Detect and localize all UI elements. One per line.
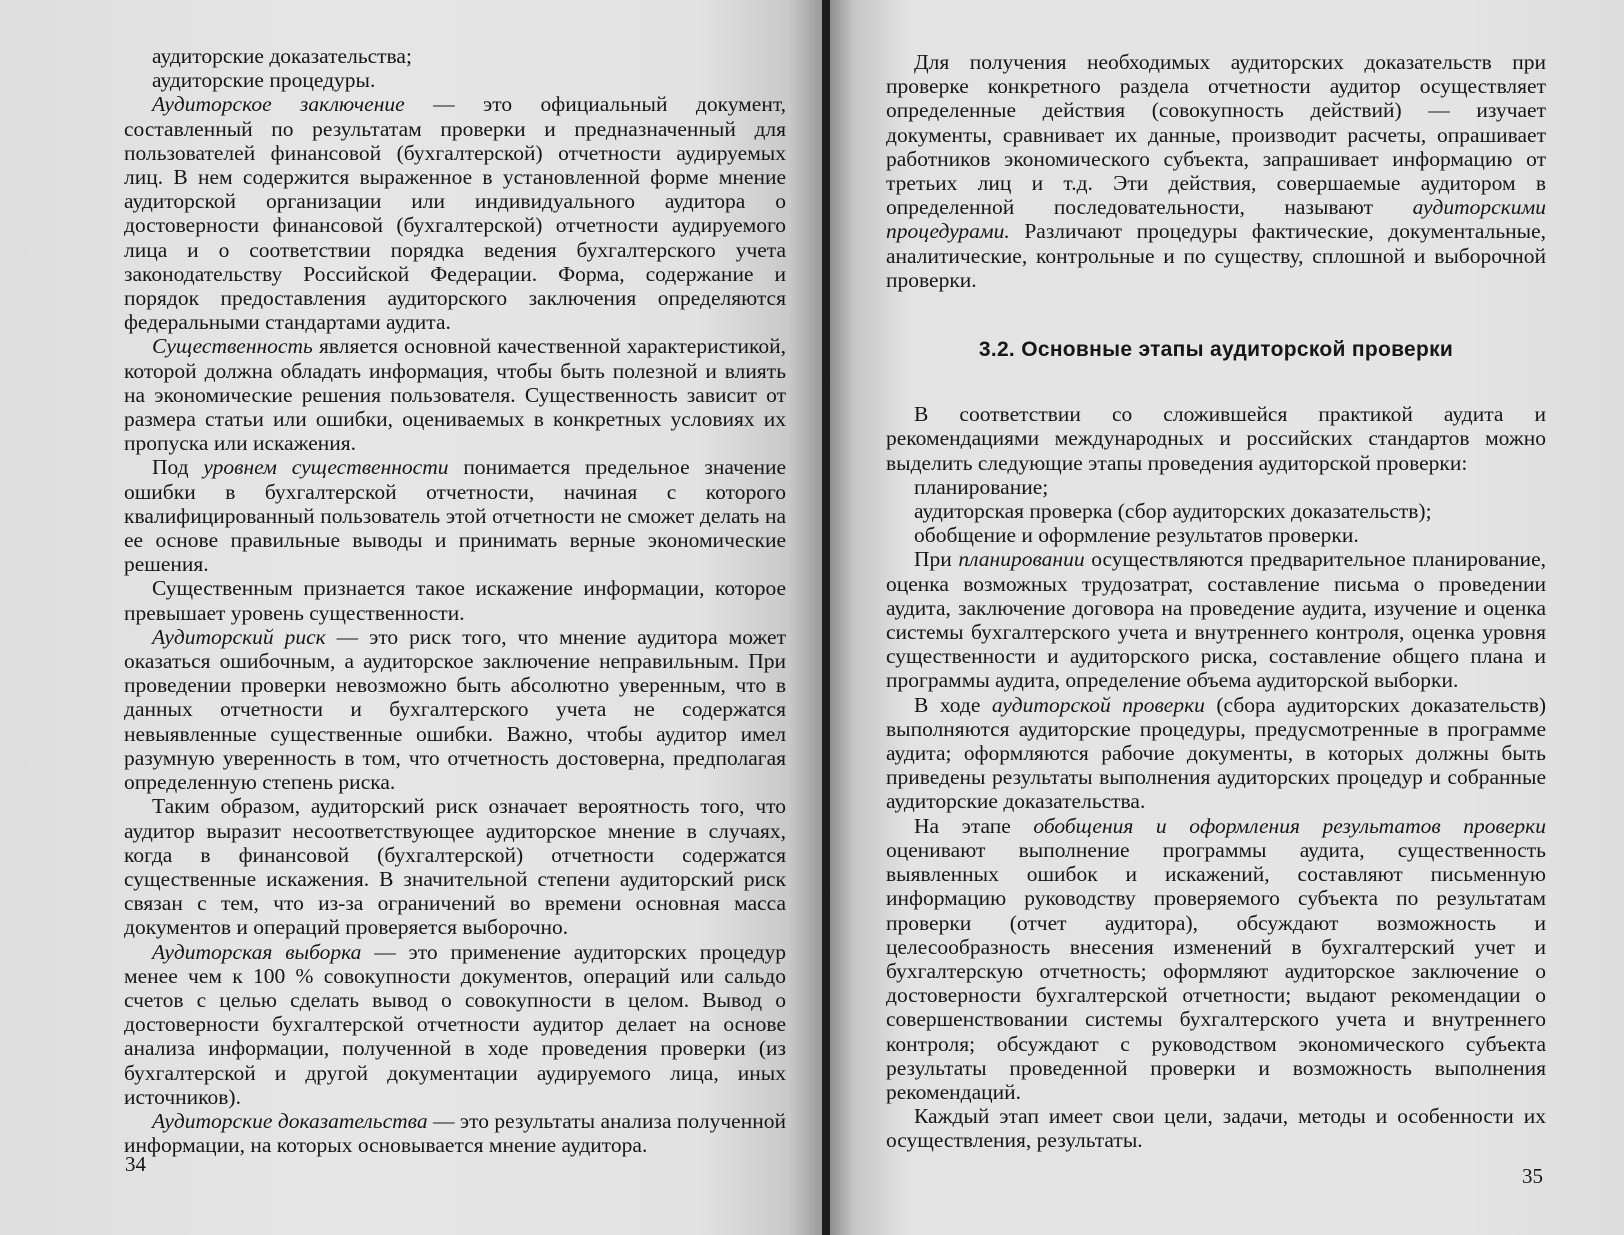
text-run: понимается предельное значение ошибки в бухгалтерской отчетности, начиная с которого квалифицированный пользователь этой отчетности не сможет делать на ее основе правильные выводы и принимать верные экономические решения. <box>124 455 787 577</box>
text-run: осуществляются предварительное планирование, оценка возможных трудозатрат, составление письма о проведении аудита, заключение договора на проведение аудита, изучение и оценка системы бухгалтерского учета и внутреннего контроля, оценка уровня существенности и аудиторского риска, составление общего плана и программы аудита, определение объема аудиторской выборки. <box>886 547 1546 693</box>
page-number-right: 35 <box>1522 1164 1543 1188</box>
paragraph <box>886 693 1546 814</box>
paragraph <box>886 402 1546 475</box>
text-run: Существенным признается такое искажение информации, которое превышает уровень существенности. <box>124 576 786 625</box>
italic-term: аудиторскими процедурами. <box>886 195 1546 244</box>
text-run: планирование; <box>914 474 1049 499</box>
paragraph <box>124 334 786 455</box>
text-run: При <box>914 547 959 572</box>
text-run: Каждый этап имеет свои цели, задачи, методы и особенности их осуществления, результаты. <box>886 1104 1546 1153</box>
paragraph <box>124 576 786 624</box>
right-body <box>886 402 1546 1152</box>
text-run: — это риск того, что мнение аудитора может оказаться ошибочным, а аудиторское заключение неправильным. При проведении проверки невозможно быть абсолютно уверенным, что в данных отчетности и бухгалтерского учета не содержатся невыявленные существенные ошибки. Важно, чтобы аудитор имел разумную уверенность в том, что отчетность достоверна, предполагая определенную степень риска. <box>124 624 786 795</box>
paragraph <box>124 1109 786 1157</box>
text-run: является основной качественной характеристикой, которой должна обладать информация, чтобы быть полезной и влиять на экономические решения пользователя. Существенность зависит от размера статьи или ошибки, оцениваемых в конкретных условиях их пропуска или искажения. <box>124 334 786 456</box>
left-page-text <box>124 44 786 1157</box>
paragraph <box>886 814 1546 1104</box>
text-run: В соответствии со сложившейся практикой аудита и рекомендациями международных и российских стандартов можно выделить следующие этапы проведения аудиторской проверки: <box>886 402 1546 475</box>
italic-term: обобщения и оформления результатов проверки <box>1033 813 1546 838</box>
book-gutter <box>822 0 830 1235</box>
italic-term: Аудиторское заключение <box>152 92 405 117</box>
text-run: Под <box>152 455 204 480</box>
paragraph <box>886 50 1546 292</box>
list-item <box>886 523 1546 547</box>
text-run: (сбора аудиторских доказательств) выполняются аудиторские процедуры, предусмотренные в программе аудита; оформляются рабочие документы, в которых должны быть приведены результаты выполнения аудиторских процедур и собранные аудиторские доказательства. <box>886 692 1546 814</box>
paragraph <box>124 940 786 1109</box>
list-item <box>886 499 1546 523</box>
text-run: оценивают выполнение программы аудита, существенность выявленных ошибок и искажений, составляют письменную информацию руководству проверяемого субъекта по результатам проверки (отчет аудитора), обсуждают возможность и целесообразность внесения изменений в бухгалтерский учет и бухгалтерскую отчетность; оформляют аудиторское заключение о достоверности бухгалтерской отчетности; выдают рекомендации о совершенствовании системы бухгалтерского учета и внутреннего контроля; обсуждают с руководством экономического субъекта результаты проведенной проверки и возможность выполнения рекомендаций. <box>886 837 1546 1104</box>
italic-term: планировании <box>958 547 1085 572</box>
text-run: Таким образом, аудиторский риск означает вероятность того, что аудитор выразит несоответствующее аудиторское мнение в случаях, когда в финансовой (бухгалтерской) отчетности содержатся существенные искажения. В значительной степени аудиторский риск связан с тем, что из-за ограничений во времени основная масса документов и операций проверяется выборочно. <box>124 794 786 940</box>
text-run: Различают процедуры фактические, документальные, аналитические, контрольные и по существу, сплошной и выборочной проверки. <box>886 219 1546 292</box>
text-run: — это результаты анализа полученной информации, на которых основывается мнение аудитора. <box>124 1108 786 1158</box>
italic-term: Аудиторские доказательства <box>152 1108 428 1133</box>
text-run: — это официальный документ, составленный по результатам проверки и предназначенный для пользователей финансовой (бухгалтерской) отчетности аудируемых лиц. В нем содержится выраженное в установленной форме мнение аудиторской организации или индивидуального аудитора о достоверности финансовой (бухгалтерской) отчетности аудируемого лица и о соответствии порядка ведения бухгалтерского учета законодательству Российской Федерации. Форма, содержание и порядок предоставления аудиторского заключения определяются федеральными стандартами аудита. <box>124 92 786 335</box>
paragraph <box>124 625 786 794</box>
text-run: — это применение аудиторских процедур менее чем к 100 % совокупности документов, операций или сальдо счетов с целью сделать вывод о совокупности в целом. Вывод о достоверности бухгалтерской отчетности аудитор делает на основе анализа информации, полученной в ходе проведения проверки (из бухгалтерской и другой документации аудируемого лица, иных источников). <box>124 939 786 1109</box>
right-page <box>830 0 1624 1235</box>
right-intro <box>886 50 1546 292</box>
paragraph <box>124 455 786 576</box>
italic-term: уровнем существенности <box>203 455 449 480</box>
text-run: аудиторские доказательства; <box>152 44 412 68</box>
section-heading: 3.2. Основные этапы аудиторской проверки <box>978 338 1454 362</box>
list-item <box>124 44 786 68</box>
paragraph <box>886 1104 1546 1152</box>
text-run: На этапе <box>914 813 1034 838</box>
text-run: Для получения необходимых аудиторских доказательств при проверке конкретного раздела отчетности аудитор осуществляет определенные действия (совокупность действий) — изучает документы, сравнивает их данные, производит расчеты, опрашивает работников экономического субъекта, запрашивает информацию от третьих лиц и т.д. Эти действия, совершаемые аудитором в определенной последовательности, называют <box>886 50 1546 220</box>
right-page-text <box>886 50 1546 1153</box>
italic-term: аудиторской проверки <box>991 692 1205 717</box>
text-run: В ходе <box>914 692 992 717</box>
paragraph <box>124 794 786 939</box>
italic-term: Аудиторский риск <box>152 624 326 649</box>
text-run: аудиторская проверка (сбор аудиторских доказательств); <box>914 499 1432 524</box>
italic-term: Существенность <box>152 334 313 359</box>
text-run: обобщение и оформление результатов проверки. <box>914 523 1359 548</box>
list-item <box>124 68 786 92</box>
list-item <box>886 475 1546 499</box>
paragraph <box>886 547 1546 692</box>
paragraph <box>124 92 786 334</box>
page-number-left: 34 <box>125 1152 146 1176</box>
text-run: аудиторские процедуры. <box>152 68 376 93</box>
italic-term: Аудиторская выборка <box>152 939 362 964</box>
